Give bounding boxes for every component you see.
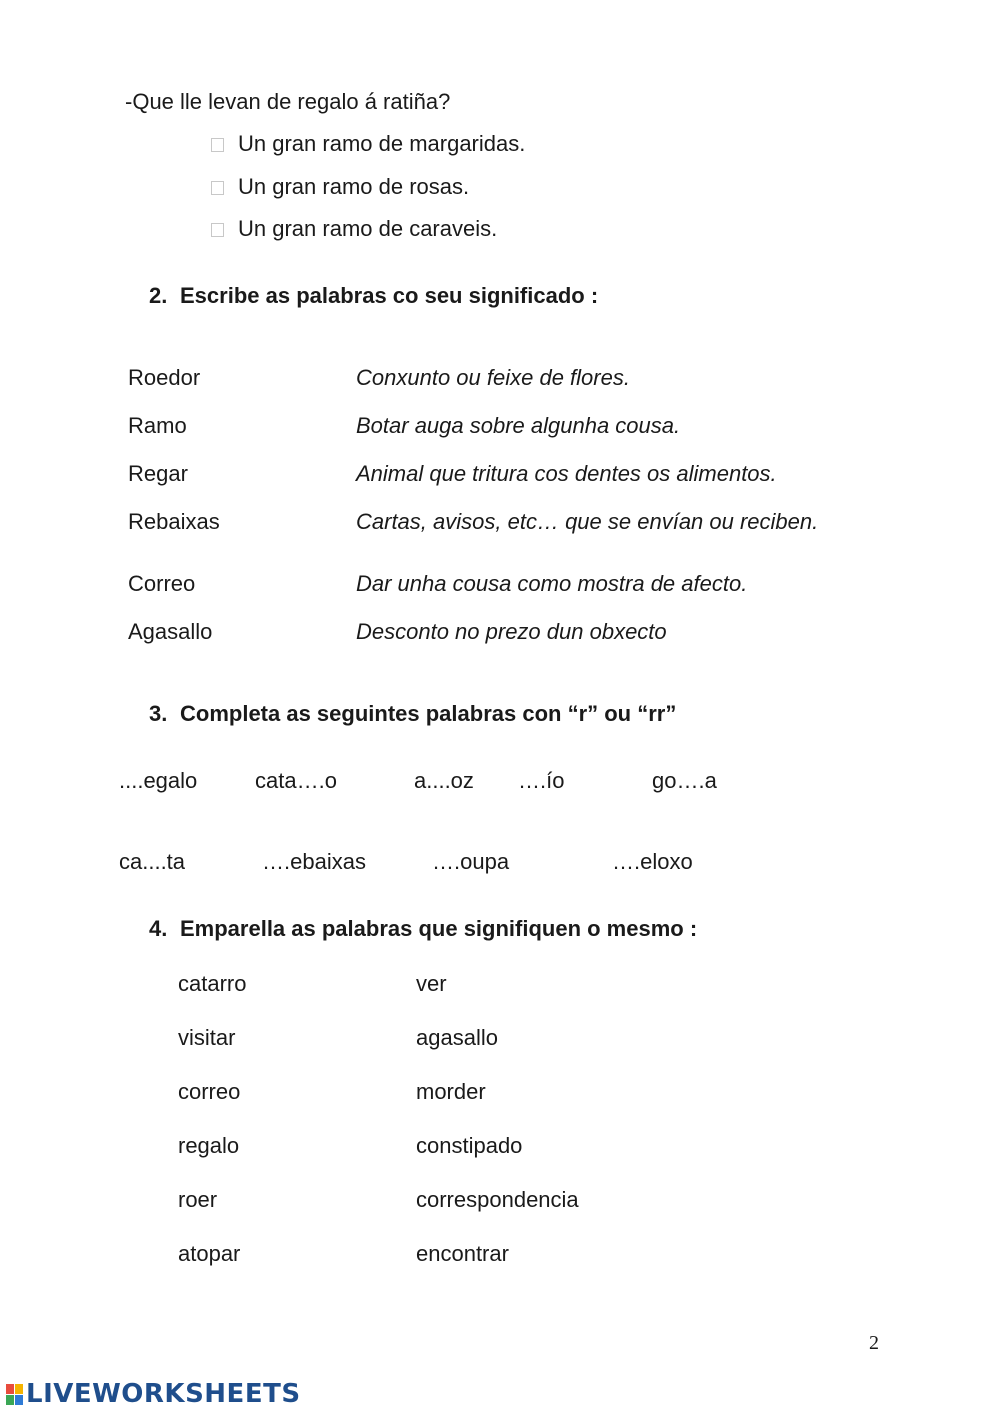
option1-checkbox[interactable] <box>211 138 224 152</box>
q4-right-word: agasallo <box>416 1025 498 1050</box>
question2-number: 2. <box>149 283 168 308</box>
q4-left-word: atopar <box>178 1241 241 1266</box>
q4-right-word: correspondencia <box>416 1187 579 1212</box>
page-number: 2 <box>869 1332 879 1354</box>
q3-word: go….a <box>652 768 717 793</box>
q3-word: ….ío <box>518 768 565 793</box>
q4-left-word: regalo <box>178 1133 240 1158</box>
q4-left-word: visitar <box>178 1025 236 1050</box>
q2-word: Rebaixas <box>128 509 220 534</box>
q2-meaning: Cartas, avisos, etc… que se envían ou reciben. <box>356 509 819 534</box>
q2-meaning: Botar auga sobre algunha cousa. <box>356 413 681 438</box>
option2-label: Un gran ramo de rosas. <box>238 174 470 199</box>
q4-right-word: encontrar <box>416 1241 509 1266</box>
q2-word: Roedor <box>128 365 201 390</box>
q3-word: ca....ta <box>119 849 186 874</box>
q2-meaning: Dar unha cousa como mostra de afecto. <box>356 571 748 596</box>
question3-title: Completa as seguintes palabras con “r” ou “rr” <box>180 701 677 726</box>
q2-meaning: Animal que tritura cos dentes os alimentos. <box>356 461 777 486</box>
q2-word: Agasallo <box>128 619 213 644</box>
q4-right-word: ver <box>416 971 447 996</box>
q4-left-word: roer <box>178 1187 218 1212</box>
option3-checkbox[interactable] <box>211 223 224 237</box>
question4-number: 4. <box>149 916 168 941</box>
q2-word: Regar <box>128 461 188 486</box>
q3-word: ….ebaixas <box>262 849 366 874</box>
q3-word: ….oupa <box>432 849 510 874</box>
q2-meaning: Conxunto ou feixe de flores. <box>356 365 630 390</box>
option2-checkbox[interactable] <box>211 181 224 195</box>
q3-word: cata….o <box>255 768 337 793</box>
question3-number: 3. <box>149 701 168 726</box>
q4-left-word: catarro <box>178 971 247 996</box>
q2-word: Ramo <box>128 413 187 438</box>
option3-label: Un gran ramo de caraveis. <box>238 216 498 241</box>
q3-word: a....oz <box>414 768 474 793</box>
question4-title: Emparella as palabras que signifiquen o mesmo : <box>180 916 698 941</box>
liveworksheets-logo-text[interactable]: LIVEWORKSHEETS <box>26 1379 301 1409</box>
question1-prompt: -Que lle levan de regalo á ratiña? <box>125 89 451 114</box>
question2-title: Escribe as palabras co seu significado : <box>180 283 599 308</box>
q3-word: ….eloxo <box>612 849 693 874</box>
q4-right-word: morder <box>416 1079 486 1104</box>
q2-word: Correo <box>128 571 196 596</box>
q2-meaning: Desconto no prezo dun obxecto <box>356 619 667 644</box>
q4-right-word: constipado <box>416 1133 523 1158</box>
q4-left-word: correo <box>178 1079 241 1104</box>
q3-word: ....egalo <box>119 768 198 793</box>
option1-label: Un gran ramo de margaridas. <box>238 131 526 156</box>
liveworksheets-logo-icon <box>6 1384 24 1406</box>
